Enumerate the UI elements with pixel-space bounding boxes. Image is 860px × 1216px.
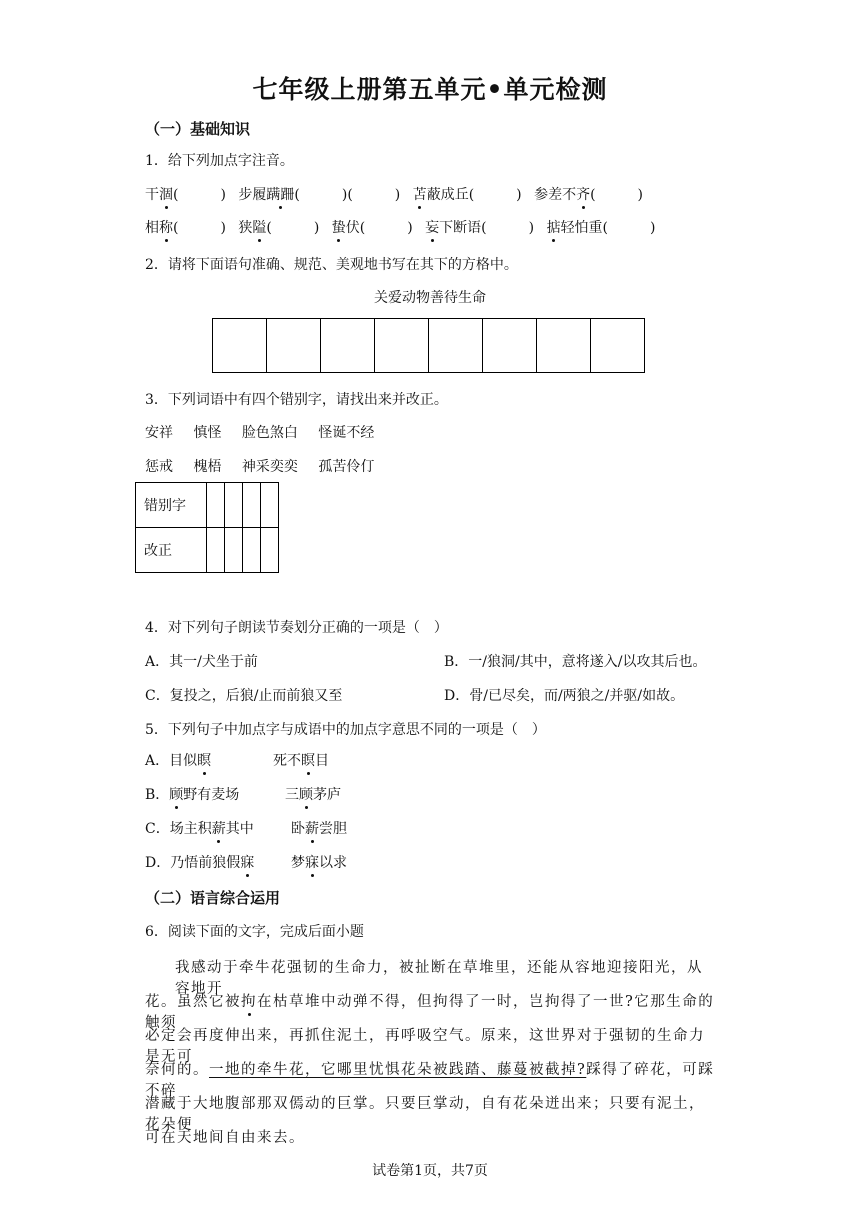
- question-1: 1．给下列加点字注音。: [145, 153, 294, 169]
- q1-item: 妄下断语( ): [425, 220, 534, 236]
- page-title: 七年级上册第五单元•单元检测: [252, 75, 608, 104]
- answer-cell[interactable]: [225, 483, 243, 528]
- passage-line: 我感动于牵牛花强韧的生命力，被扯断在草堆里，还能从容地迎接阳光，从容地开: [175, 960, 703, 997]
- answer-cell[interactable]: [261, 483, 279, 528]
- section-heading-language: （二）语言综合运用: [145, 889, 281, 907]
- q1-item: 狭隘( ): [238, 220, 319, 236]
- answer-cell[interactable]: [243, 483, 261, 528]
- writing-box[interactable]: [375, 319, 429, 373]
- passage-line: 花。虽然它被拘在枯草堆中动弹不得，但拘得了一时，岂拘得了一世?它那生命的触须: [145, 990, 715, 1032]
- row-label-correct: 改正: [136, 528, 207, 573]
- q5-option-c[interactable]: C．场主积薪其中: [145, 818, 254, 838]
- q2-phrase: 关爱动物善待生命: [374, 290, 486, 306]
- answer-cell[interactable]: [207, 483, 225, 528]
- q5-option-b[interactable]: B．顾野有麦场: [145, 784, 239, 804]
- word: 槐梧: [193, 459, 222, 475]
- word: 脸色煞白: [241, 425, 298, 441]
- writing-grid: [212, 318, 645, 373]
- q1-row-2: [145, 217, 656, 237]
- q5-idiom-c: 卧薪尝胆: [291, 818, 347, 838]
- writing-box[interactable]: [429, 319, 483, 373]
- q1-row-1: [145, 184, 643, 204]
- answer-cell[interactable]: [243, 528, 261, 573]
- correction-table: [135, 482, 279, 573]
- answer-cell[interactable]: [225, 528, 243, 573]
- q1-item: 干涸( ): [145, 187, 226, 203]
- passage-line: 奈何的。一地的牵牛花，它哪里忧惧花朵被践踏、藤蔓被截掉?踩得了碎花，可踩不碎: [145, 1062, 715, 1099]
- q4-option-c[interactable]: C．复投之，后狼/止而前狼又至: [145, 688, 343, 704]
- writing-box[interactable]: [483, 319, 537, 373]
- writing-box[interactable]: [267, 319, 321, 373]
- q5-idiom-d: 梦寐以求: [291, 852, 347, 872]
- question-2: 2．请将下面语句准确、规范、美观地书写在其下的方格中。: [145, 257, 518, 273]
- q1-item: 掂轻怕重( ): [547, 220, 656, 236]
- word: 神采奕奕: [241, 459, 298, 475]
- q1-item: 蛰伏( ): [332, 220, 413, 236]
- question-3: 3．下列词语中有四个错别字，请找出来并改正。: [145, 392, 448, 408]
- word: 孤苦伶仃: [318, 459, 375, 475]
- word: 惩戒: [145, 459, 173, 475]
- answer-cell[interactable]: [261, 528, 279, 573]
- underlined-sentence: 一地的牵牛花，它哪里忧惧花朵被践踏、藤蔓被截掉?: [209, 1062, 587, 1078]
- word: 安祥: [145, 425, 173, 441]
- q1-item: 步履蹒跚( )( ): [238, 187, 400, 203]
- page-footer: 试卷第1页，共7页: [372, 1163, 488, 1179]
- passage-line: 潜藏于大地腹部那双傿动的巨掌。只要巨掌动，自有花朵迸出来；只要有泥土，花朵便: [145, 1096, 705, 1133]
- answer-cell[interactable]: [207, 528, 225, 573]
- question-6: 6．阅读下面的文字，完成后面小题: [145, 924, 364, 940]
- writing-box[interactable]: [321, 319, 375, 373]
- q1-item: 苫蔽成丘( ): [413, 187, 522, 203]
- section-heading-basic: （一）基础知识: [145, 120, 251, 138]
- q5-idiom-b: 三顾茅庐: [285, 784, 341, 804]
- q3-words-row-2: [145, 456, 374, 476]
- q4-option-d[interactable]: D．骨/已尽矣，而/两狼之/并驱/如故。: [444, 688, 685, 704]
- word: 慎怪: [193, 425, 222, 441]
- q3-words-row-1: [145, 422, 374, 442]
- q1-item: 相称( ): [145, 220, 226, 236]
- writing-box[interactable]: [213, 319, 267, 373]
- q5-option-d[interactable]: D．乃悟前狼假寐: [145, 852, 254, 872]
- passage-line: 必定会再度伸出来，再抓住泥土，再呼吸空气。原来，这世界对于强韧的生命力是无可: [145, 1028, 705, 1065]
- word: 怪诞不经: [318, 425, 375, 441]
- question-5: 5．下列句子中加点字与成语中的加点字意思不同的一项是（ ）: [145, 722, 546, 738]
- q4-option-a[interactable]: A．其一/犬坐于前: [145, 654, 258, 670]
- q5-idiom-a: 死不瞑目: [273, 750, 329, 770]
- question-4: 4．对下列句子朗读节奏划分正确的一项是（ ）: [145, 620, 448, 636]
- row-label-wrong: 错别字: [136, 483, 207, 528]
- q1-item: 参差不齐( ): [534, 187, 643, 203]
- q4-option-b[interactable]: B．一/狼洞/其中，意将遂入/以攻其后也。: [444, 654, 707, 670]
- passage-line: 可在天地间自由来去。: [145, 1130, 305, 1146]
- writing-box[interactable]: [591, 319, 645, 373]
- writing-box[interactable]: [537, 319, 591, 373]
- q5-option-a[interactable]: A．目似瞑: [145, 750, 211, 770]
